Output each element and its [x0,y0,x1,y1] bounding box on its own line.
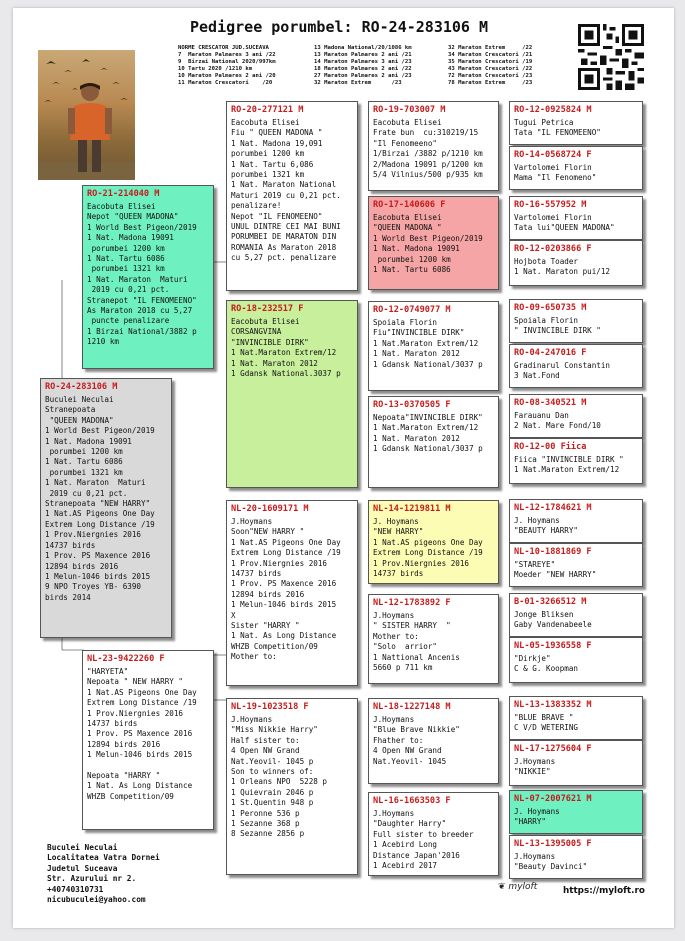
pigeon-card-g5-14[interactable] [509,740,643,786]
pigeon-card-dam-sire[interactable] [226,500,358,686]
ring-number: NL-14-1219811 M [373,504,451,514]
ring-number: NL-20-1609171 M [231,504,309,514]
pigeon-card-g5-4[interactable] [509,240,643,286]
pigeon-card-g5-1[interactable] [509,101,643,145]
ring-number: RO-16-557952 M [514,200,587,210]
results-column-1: NORME CRESCATOR JUD.SUCEAVA 7 Maraton Palmares 3 ani /22 9 Birzai National 2020/997km 10 Tartu 2020 /1210 km 10 Maraton Palmares 2 ani /20 11 Maraton Crescatori /20 [178,45,276,86]
pigeon-details: Jonge Bliksen Gaby Vandenabeele [514,610,592,630]
pigeon-logo-icon: ❦ [498,882,506,892]
pigeon-details: Eacobuta Elisei Fiu " QUEEN MADONA " 1 Nat. Madona 19,091 porumbei 1200 km 1 Nat. Tartu 6,086 porumbei 1321 km 1 Nat. Maraton National Maturi 2019 cu 0,21 pct. penalizare! Nepot "IL FENOMEENO" UNUL DINTRE CEI MAI BUNI PORUMBEI DE MARATON DIN ROMANIA As Maraton 2018 cu 5,27 pct. penalizare [231,118,341,263]
ring-number: RO-24-283106 M [45,382,118,392]
pigeon-details: J.Hoymans "NIKKIE" [514,757,556,777]
pigeon-details: Eacobuta Elisei Frate bun cu:310219/15 "Il Fenomeeno" 1/Birzai /3882 p/1210 km 2/Madona 19091 p/1200 km 5/4 Vilnius/500 p/935 km [373,118,483,180]
ring-number: NL-16-1663503 F [373,796,451,806]
ring-number: NL-13-1395005 F [514,839,592,849]
results-column-2: 13 Madona National/20/1086 km 13 Maraton Palmares 2 ani /21 14 Maraton Palmares 3 ani /23 18 Maraton Palmares 2 ani /22 27 Maraton Palmares 2 ani /23 32 Maraton Extrem /23 [314,45,412,86]
ring-number: NL-12-1784621 M [514,503,592,513]
myloft-logo [498,882,537,892]
page-title: Pedigree porumbel: RO-24-283106 M [190,18,489,36]
ring-number: RO-19-703007 M [373,105,446,115]
pigeon-card-main[interactable] [40,378,172,638]
ring-number: NL-23-9422260 F [87,654,165,664]
pigeon-card-g5-9[interactable] [509,499,643,543]
pigeon-details: "BLUE BRAVE " C V/D WETERING [514,713,579,733]
ring-number: NL-17-1275604 F [514,744,592,754]
logo-text: myloft [508,882,538,892]
ring-number: NL-05-1936558 F [514,641,592,651]
pigeon-details: Buculei Neculai Stranepoata "QUEEN MADONA" 1 World Best Pigeon/2019 1 Nat. Madona 19091 porumbei 1200 km 1 Nat. Tartu 6086 porumbei 1321 km 1 Nat. Maraton Maturi 2019 cu 0,21 pct. Stranepoata "NEW HARRY" 1 Nat.AS Pigeons One Day Extrem Long Distance /19 1 Prov.Niergnies 2016 14737 birds 1 Prov. PS Maxence 2016 12894 birds 2016 1 Melun-1046 birds 2015 9 NPO Troyes YB- 6390 birds 2014 [45,395,155,602]
ring-number: NL-13-1383352 M [514,700,592,710]
pigeon-card-sire-dam[interactable] [226,300,358,488]
pigeon-card-g5-10[interactable] [509,543,643,587]
pigeon-card-ssd[interactable] [368,196,499,290]
ring-number: RO-14-0568724 F [514,150,592,160]
pigeon-card-dsd[interactable] [368,594,499,684]
breeder-contact: Buculei Neculai Localitatea Vatra Dornei Judetul Suceava Str. Azurului nr 2. +40740310731 nicubuculei@yahoo.com [47,843,160,905]
ring-number: RO-18-232517 F [231,304,304,314]
pigeon-details: Fiica "INVINCIBLE DIRK " 1 Nat.Maraton Extrem/12 [514,455,624,475]
pigeon-details: J.Hoymans "Blue Brave Nikkie" Fhather to: 4 Open NW Grand Nat.Yeovil- 1045 [373,715,460,766]
pigeon-card-g5-13[interactable] [509,696,643,740]
pigeon-card-sdd[interactable] [368,396,499,488]
ring-number: RO-12-0749077 M [373,305,451,315]
pigeon-details: Spoiala Florin " INVINCIBLE DIRK " [514,316,601,336]
pigeon-card-sss[interactable] [368,101,499,191]
ring-number: NL-12-1783892 F [373,598,451,608]
pigeon-card-ddd[interactable] [368,792,499,876]
pigeon-card-sire-sire[interactable] [226,101,358,291]
pigeon-details: Vartolomei Florin Mama "Il Fenomeno" [514,163,597,183]
pigeon-card-g5-12[interactable] [509,637,643,683]
pigeon-details: Farauanu Dan 2 Nat. Mare Fond/10 [514,411,601,431]
pigeon-details: J. Hoymans "BEAUTY HARRY" [514,516,579,536]
pigeon-card-g5-5[interactable] [509,299,643,343]
pigeon-card-g5-16[interactable] [509,835,643,879]
ring-number: NL-07-2007621 M [514,794,592,804]
pigeon-details: Spoiala Florin Fiu"INVINCIBLE DIRK" 1 Nat.Maraton Extrem/12 1 Nat. Maraton 2012 1 Gdansk National/3037 p [373,318,483,369]
pigeon-details: Eacobuta Elisei Nepot "QUEEN MADONA" 1 World Best Pigeon/2019 1 Nat. Madona 19091 porumbei 1200 km 1 Nat. Tartu 6086 porumbei 1321 km 1 Nat. Maraton Maturi 2019 cu 0,21 pct. Stranepot "IL FENOMEENO" As Maraton 2018 cu 5,27 puncte penalizare 1 Birzai National/3882 p 1210 km [87,202,197,347]
results-column-3: 32 Maraton Extrem /22 34 Maraton Crescatori /21 35 Maraton Crescatori /19 43 Maraton Crescatori /22 72 Maraton Crescatori /23 78 Maraton Extrem /23 [448,45,533,86]
pigeon-details: J.Hoymans " SISTER HARRY " Mother to: "Solo arrior" 1 Nattional Ancenis 5660 p 711 km [373,611,460,673]
ring-number: NL-19-1023518 F [231,702,309,712]
ring-number: RO-12-00 Fiica [514,442,587,452]
pigeon-card-g5-15[interactable] [509,790,643,834]
ring-number: RO-09-650735 M [514,303,587,313]
pigeon-card-dds[interactable] [368,698,499,784]
ring-number: RO-21-214040 M [87,189,160,199]
pigeon-details: Nepoata"INVINCIBLE DIRK" 1 Nat.Maraton Extrem/12 1 Nat. Maraton 2012 1 Gdansk National/3037 p [373,413,483,454]
pigeon-details: J.Hoymans "Daughter Harry" Full sister to breeder 1 Acebird Long Distance Japan'2016 1 Acebird 2017 [373,809,474,871]
pigeon-details: Hojbota Toader 1 Nat. Maraton pui/12 [514,257,611,277]
pigeon-details: "HARYETA" Nepoata " NEW HARRY " 1 Nat.AS Pigeons One Day Extrem Long Distance /19 1 Prov.Niergnies 2016 14737 birds 1 Prov. PS Maxence 2016 12894 birds 2016 1 Melun-1046 birds 2015 Nepoata "HARRY " 1 Nat. As Long Distance WHZB Competition/09 [87,667,197,801]
ring-number: RO-17-140606 F [373,200,446,210]
ring-number: B-01-3266512 M [514,597,587,607]
pigeon-details: "Dirkje" C & G. Koopman [514,654,579,674]
pigeon-card-g5-7[interactable] [509,394,643,438]
ring-number: RO-20-277121 M [231,105,304,115]
ring-number: NL-18-1227148 M [373,702,451,712]
pigeon-card-g5-11[interactable] [509,593,643,637]
pigeon-details: Eacobuta Elisei CORSANGVINA "INVINCIBLE DIRK" 1 Nat.Maraton Extrem/12 1 Nat. Maraton 2012 1 Gdansk National.3037 p [231,317,341,379]
pigeon-details: Tugui Petrica Tata "IL FENOMEENO" [514,118,601,138]
pigeon-card-g5-2[interactable] [509,146,643,190]
pigeon-details: Gradinarul Constantin 3 Nat.Fond [514,361,611,381]
pigeon-details: Eacobuta Elisei "QUEEN MADONA " 1 World Best Pigeon/2019 1 Nat. Madona 19091 porumbei 1200 km 1 Nat. Tartu 6086 [373,213,483,275]
pigeon-card-dam-dam[interactable] [226,698,358,875]
pigeon-details: J.Hoymans "Miss Nikkie Harry" Half sister to: 4 Open NW Grand Nat.Yeovil- 1045 p Son to winners of: 1 Orleans NPO 5228 p 1 Quievrain 2046 p 1 St.Quentin 948 p 1 Peronne 536 p 1 Sezanne 368 p 8 Sezanne 2856 p [231,715,328,839]
ring-number: RO-08-340521 M [514,398,587,408]
pigeon-details: J.Hoymans "Beauty Davinci" [514,852,588,872]
pigeon-details: J. Hoymans "HARRY" [514,807,560,827]
ring-number: NL-10-1881869 F [514,547,592,557]
pigeon-card-sire[interactable] [82,185,214,369]
ring-number: RO-13-0370505 F [373,400,451,410]
ring-number: RO-04-247016 F [514,348,587,358]
pigeon-card-g5-3[interactable] [509,196,643,240]
pigeon-card-g5-6[interactable] [509,344,643,388]
pigeon-card-dss[interactable] [368,500,499,584]
pigeon-card-g5-8[interactable] [509,438,643,484]
pigeon-card-sds[interactable] [368,301,499,391]
website-link[interactable]: https://myloft.ro [563,886,645,896]
pigeon-card-dam[interactable] [82,650,214,830]
ring-number: RO-12-0925824 M [514,105,592,115]
pigeon-details: Vartolomei Florin Tata lui"QUEEN MADONA" [514,213,615,233]
pigeon-details: "STAREYE" Moeder "NEW HARRY" [514,560,597,580]
pigeon-details: J.Hoymans Soon"NEW HARRY " 1 Nat.AS Pigeons One Day Extrem Long Distance /19 1 Prov.Niergnies 2016 14737 birds 1 Prov. PS Maxence 2016 12894 birds 2016 1 Melun-1046 birds 2015 X Sister "HARRY " 1 Nat. As Long Distance WHZB Competition/09 Mother to: [231,517,341,662]
pigeon-details: J. Hoymans "NEW HARRY" 1 Nat.AS pigeons One Day Extrem Long Distance /19 1 Prov.Niergnies 2016 14737 birds [373,517,483,579]
ring-number: RO-12-0203866 F [514,244,592,254]
